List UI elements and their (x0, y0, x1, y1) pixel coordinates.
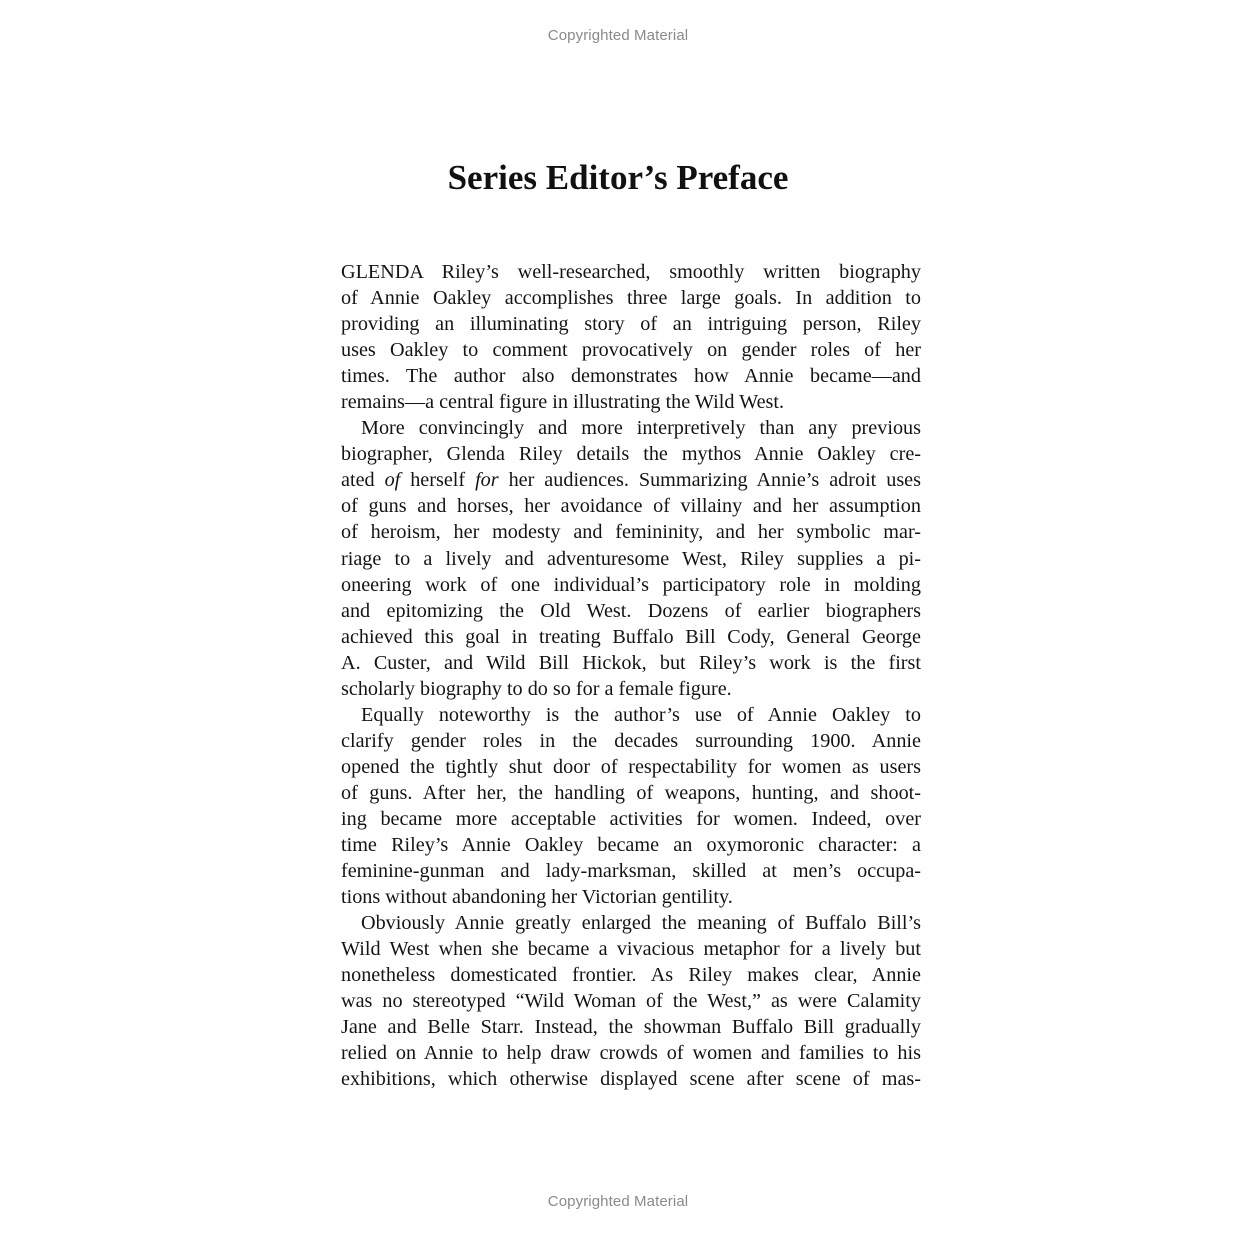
text-line: oneering work of one individual’s participatory role in molding (341, 573, 921, 596)
text-line: nonetheless domesticated frontier. As Riley makes clear, Annie (341, 964, 921, 987)
text-line: achieved this goal in treating Buffalo Bill Cody, General George (341, 625, 921, 648)
page-title: Series Editor’s Preface (447, 158, 789, 197)
text-line (341, 467, 921, 493)
text-line: Equally noteworthy is the author’s use of Annie Oakley to (361, 703, 921, 726)
copyright-watermark-top: Copyrighted Material (547, 27, 689, 44)
italic-word: for (475, 469, 499, 492)
text-line: was no stereotyped “Wild Woman of the West,” as were Calamity (341, 990, 921, 1013)
text-line: Wild West when she became a vivacious metaphor for a lively but (341, 938, 921, 961)
text-line: times. The author also demonstrates how Annie became—and (341, 365, 921, 388)
text-line: exhibitions, which otherwise displayed scene after scene of mas- (341, 1068, 921, 1091)
text-line: riage to a lively and adventuresome West, Riley supplies a pi- (341, 547, 921, 570)
text-line: of guns. After her, the handling of weapons, hunting, and shoot- (341, 781, 921, 804)
copyright-watermark-bottom: Copyrighted Material (547, 1193, 689, 1210)
text-line: scholarly biography to do so for a female figure. (341, 677, 732, 700)
text-line: of heroism, her modesty and femininity, and her symbolic mar- (341, 521, 921, 544)
text-line: Obviously Annie greatly enlarged the meaning of Buffalo Bill’s (361, 912, 921, 935)
text-line: A. Custer, and Wild Bill Hickok, but Riley’s work is the first (341, 651, 921, 674)
text-line: tions without abandoning her Victorian gentility. (341, 886, 733, 909)
text-line: of Annie Oakley accomplishes three large goals. In addition to (341, 287, 921, 310)
text-line: GLENDA Riley’s well-researched, smoothly written biography (341, 261, 921, 283)
text-line: opened the tightly shut door of respectability for women as users (341, 755, 921, 778)
text-line: More convincingly and more interpretively than any previous (361, 417, 921, 440)
text-segment: ated (341, 469, 385, 492)
text-line: clarify gender roles in the decades surrounding 1900. Annie (341, 729, 921, 752)
text-segment: herself (400, 469, 476, 492)
text-line: uses Oakley to comment provocatively on gender roles of her (341, 339, 921, 362)
text-line: Jane and Belle Starr. Instead, the showman Buffalo Bill gradually (341, 1016, 921, 1039)
text-line: and epitomizing the Old West. Dozens of earlier biographers (341, 599, 921, 622)
preface-body (341, 259, 921, 1093)
text-line: remains—a central figure in illustrating the Wild West. (341, 391, 785, 414)
text-line: feminine-gunman and lady-marksman, skilled at men’s occupa- (341, 860, 921, 883)
text-segment: her audiences. Summarizing Annie’s adroit uses (498, 469, 921, 492)
text-line: time Riley’s Annie Oakley became an oxymoronic character: a (341, 834, 921, 857)
italic-word: of (384, 469, 401, 492)
text-line: relied on Annie to help draw crowds of women and families to his (341, 1042, 921, 1065)
text-line: biographer, Glenda Riley details the mythos Annie Oakley cre- (341, 443, 921, 466)
text-line: of guns and horses, her avoidance of villainy and her assumption (341, 495, 921, 518)
text-line: providing an illuminating story of an intriguing person, Riley (341, 313, 921, 336)
text-line: ing became more acceptable activities for women. Indeed, over (341, 807, 921, 830)
